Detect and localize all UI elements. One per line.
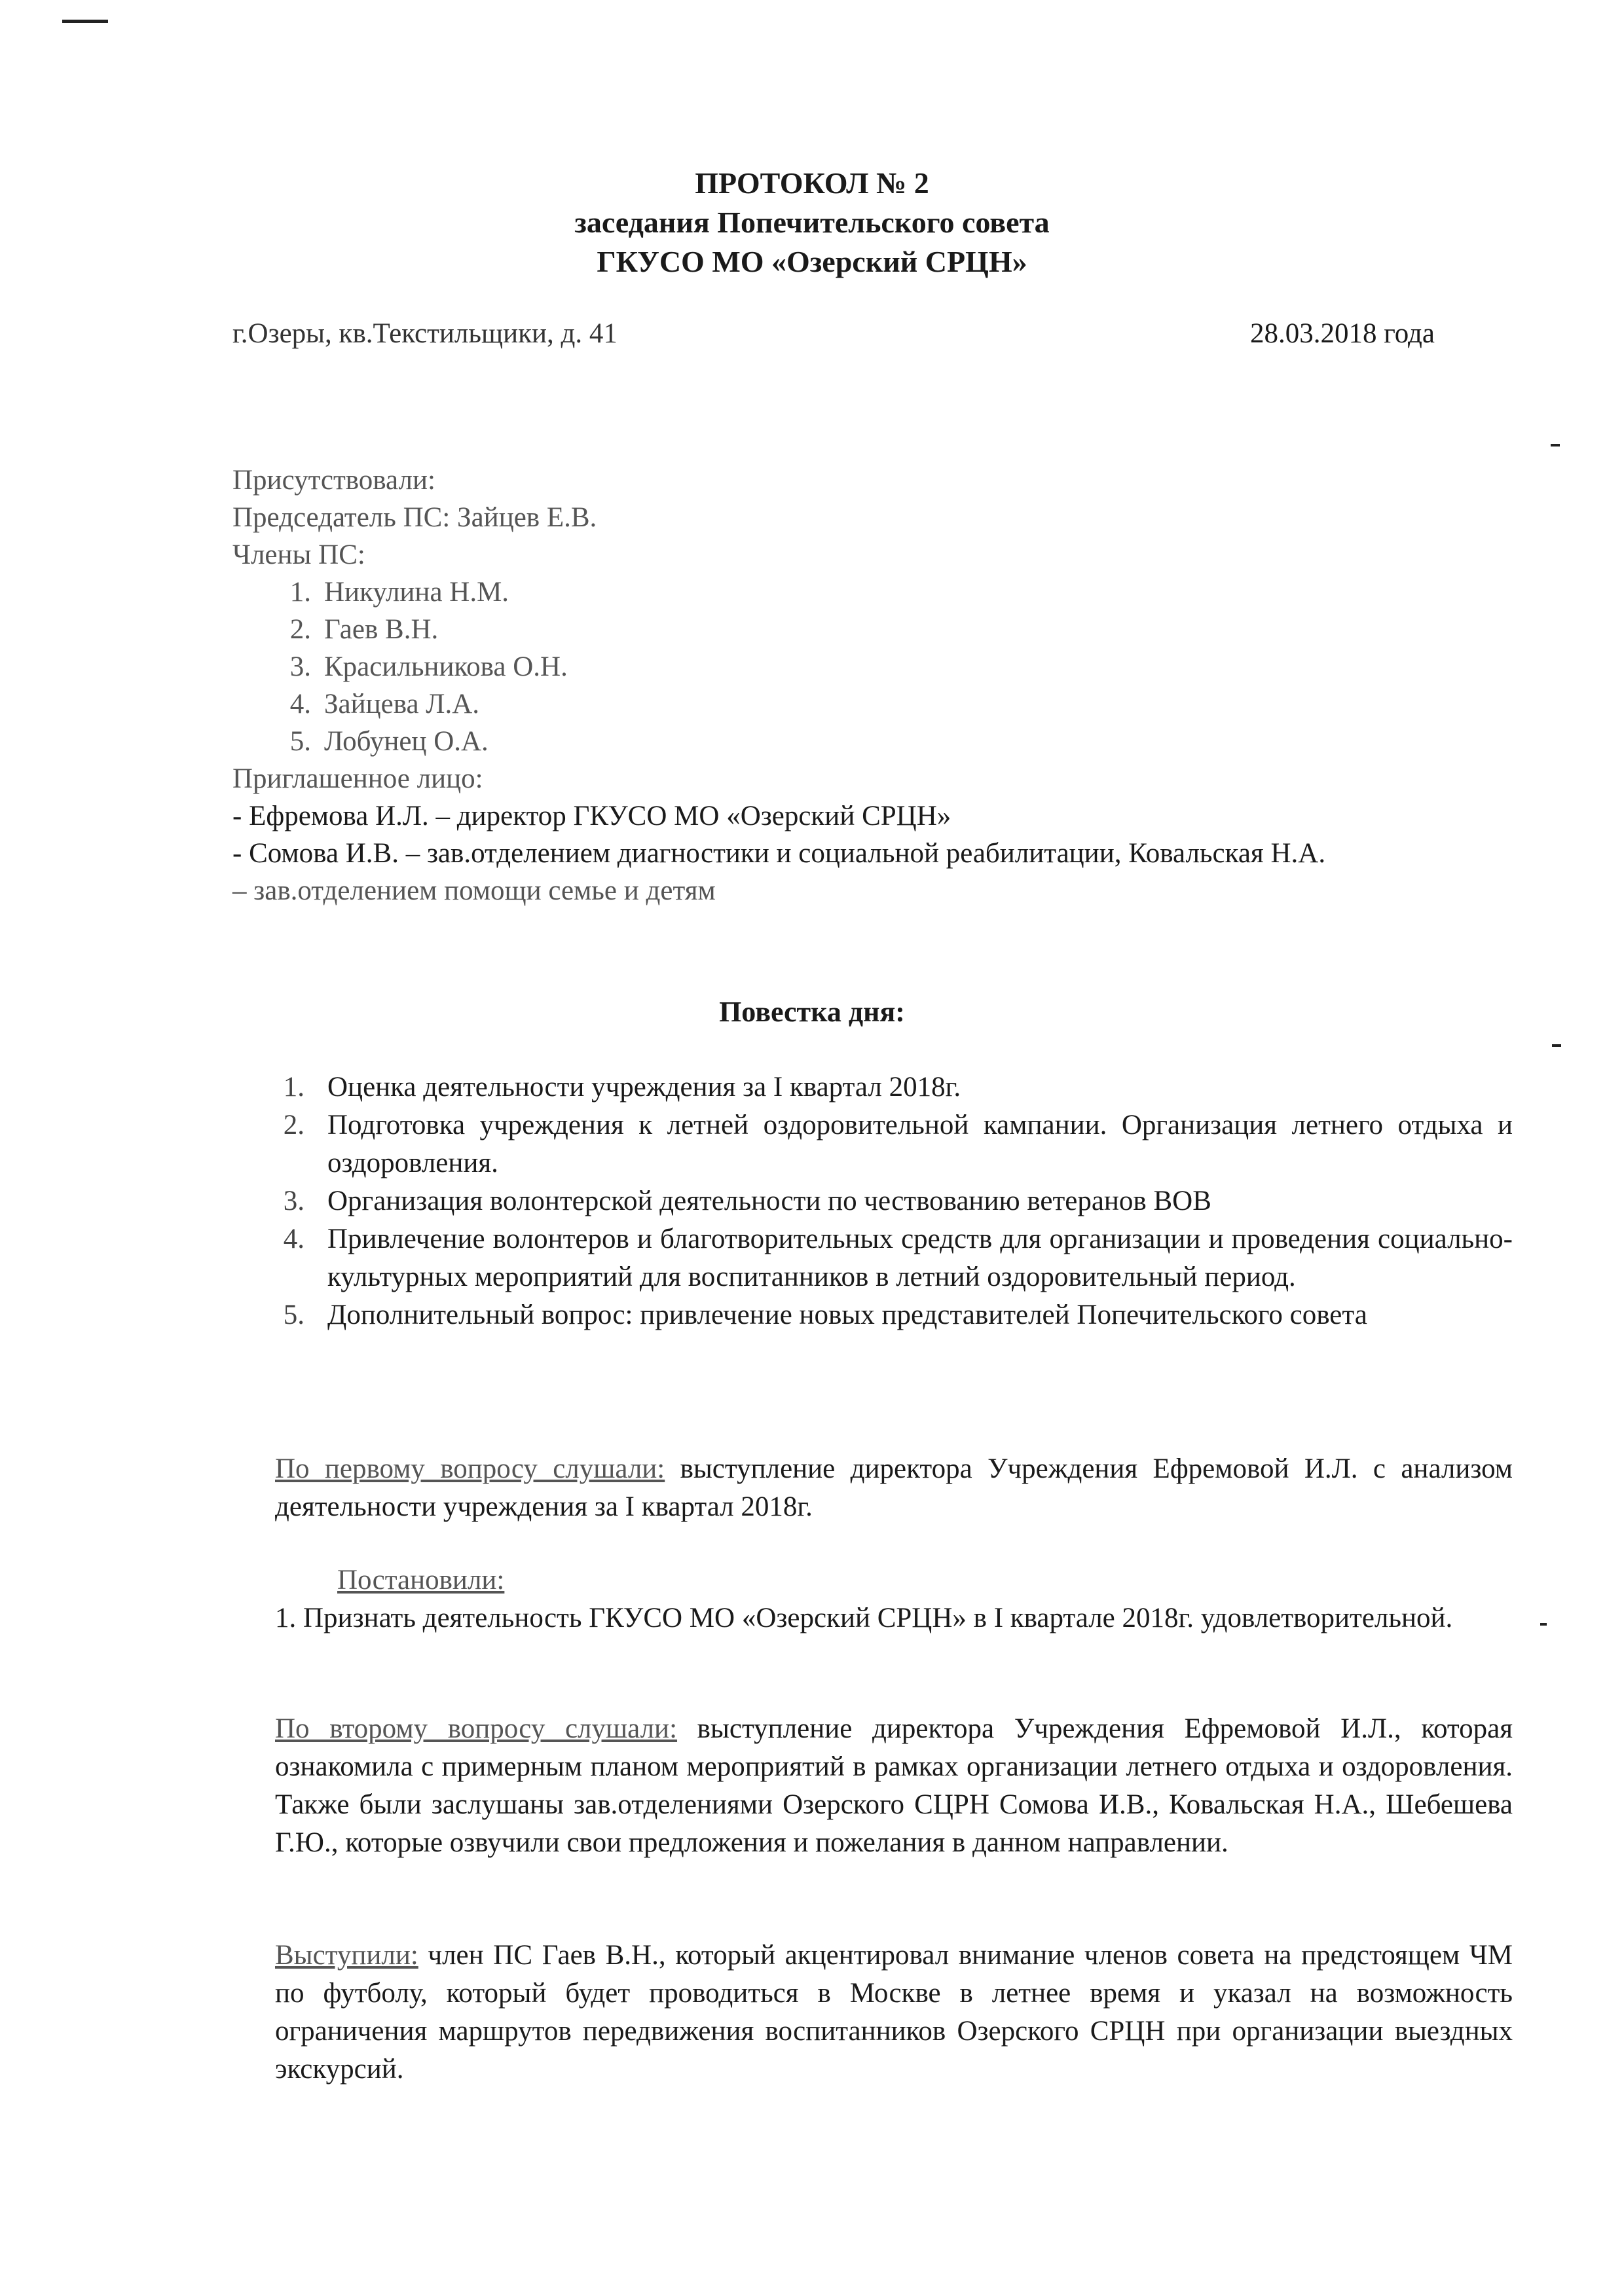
question-1-label: По первому вопросу слушали: [275,1453,665,1484]
member-name: Зайцева Л.А. [324,689,480,720]
resolution-label: Постановили: [337,1565,505,1595]
agenda-item-text: Оценка деятельности учреждения за I квартал 2018г. [327,1072,961,1102]
question-2-label: По второму вопросу слушали: [275,1713,678,1744]
present-label: Присутствовали: [232,465,435,496]
member-name: Лобунец О.А. [324,726,489,757]
scan-mark-top-left [62,20,108,23]
question-1-paragraph [275,1450,1513,1526]
list-item: 5. Лобунец О.А. [289,726,489,757]
invited-line: - Сомова И.В. – зав.отделением диагностики и социальной реабилитации, Ковальская Н.А. [232,838,1326,869]
list-item: 1. Оценка деятельности учреждения за I квартал 2018г. [283,1072,961,1102]
agenda-item-text: Привлечение волонтеров и благотворительных средств для организации и проведения социально-культурных мероприятий для воспитанников в летний оздоровительный период. [327,1224,1513,1292]
scan-mark-tick [1552,1044,1561,1047]
document-title: ПРОТОКОЛ № 2 [695,166,929,200]
question-2-paragraph [275,1710,1513,1862]
scan-mark-tick [1540,1623,1547,1626]
invited-line: - Ефремова И.Л. – директор ГКУСО МО «Озерский СРЦН» [232,801,951,831]
meeting-date: 28.03.2018 года [1249,318,1435,349]
document-subtitle: заседания Попечительского совета [574,206,1050,239]
speakers-paragraph [275,1937,1513,2088]
list-item: 4. Привлечение волонтеров и благотворительных средств для организации и проведения социально-культурных мероприятий для воспитанников в летний оздоровительный период. [283,1224,1513,1292]
chair-line: Председатель ПС: Зайцев Е.В. [232,502,597,533]
list-item: 4. Зайцева Л.А. [289,689,480,720]
meeting-address: г.Озеры, кв.Текстильщики, д. 41 [232,318,618,349]
agenda-list [265,1068,1513,1334]
invited-line: – зав.отделением помощи семье и детям [232,875,716,906]
list-item: 2. Подготовка учреждения к летней оздоровительной кампании. Организация летнего отдыха и оздоровления. [283,1110,1513,1178]
agenda-item-text: Дополнительный вопрос: привлечение новых представителей Попечительского совета [327,1300,1367,1330]
member-name: Красильникова О.Н. [324,651,568,682]
invited-label: Приглашенное лицо: [232,763,483,794]
agenda-title: Повестка дня: [719,996,905,1028]
members-list [232,574,1509,760]
resolution-paragraph [275,1561,1513,1637]
attendance-section [232,462,1509,909]
question-1-text: выступление директора Учреждения Ефремовой И.Л. с анализом деятельности учреждения за I квартал 2018г. [275,1453,1513,1522]
list-item: 2. Гаев В.Н. [289,614,439,645]
list-item: 5. Дополнительный вопрос: привлечение новых представителей Попечительского совета [283,1300,1367,1330]
question-2-text: выступление директора Учреждения Ефремовой И.Л., которая ознакомила с примерным планом мероприятий в рамках организации летнего отдыха и оздоровления. Также были заслушаны зав.отделениями Озерского СЦРН Сомова И.В., Ковальская Н.А., Шебешева Г.Ю., которые озвучили свои предложения и пожелания в данном направлении. [275,1713,1513,1858]
speakers-text: член ПС Гаев В.Н., который акцентировал внимание членов совета на предстоящем ЧМ по футболу, который будет проводиться в Москве в летнее время и указал на возможность ограничения маршрутов передвижения воспитанников Озерского СРЦН при организации выездных экскурсий. [275,1940,1513,2085]
list-item: 1. Никулина Н.М. [289,577,509,608]
list-item: 3. Организация волонтерской деятельности по чествованию ветеранов ВОВ [283,1186,1211,1216]
organization-name: ГКУСО МО «Озерский СРЦН» [597,245,1027,278]
document-header [0,164,1624,282]
member-name: Гаев В.Н. [324,614,439,645]
speakers-label: Выступили: [275,1940,418,1971]
list-item: 3. Красильникова О.Н. [289,651,568,682]
resolution-text: 1. Признать деятельность ГКУСО МО «Озерский СРЦН» в I квартале 2018г. удовлетворительной. [275,1603,1453,1633]
members-label: Члены ПС: [232,539,365,570]
member-name: Никулина Н.М. [324,577,509,608]
agenda-item-text: Организация волонтерской деятельности по чествованию ветеранов ВОВ [327,1186,1211,1216]
agenda-item-text: Подготовка учреждения к летней оздоровительной кампании. Организация летнего отдыха и оздоровления. [327,1110,1513,1178]
scan-mark-tick [1551,444,1560,446]
